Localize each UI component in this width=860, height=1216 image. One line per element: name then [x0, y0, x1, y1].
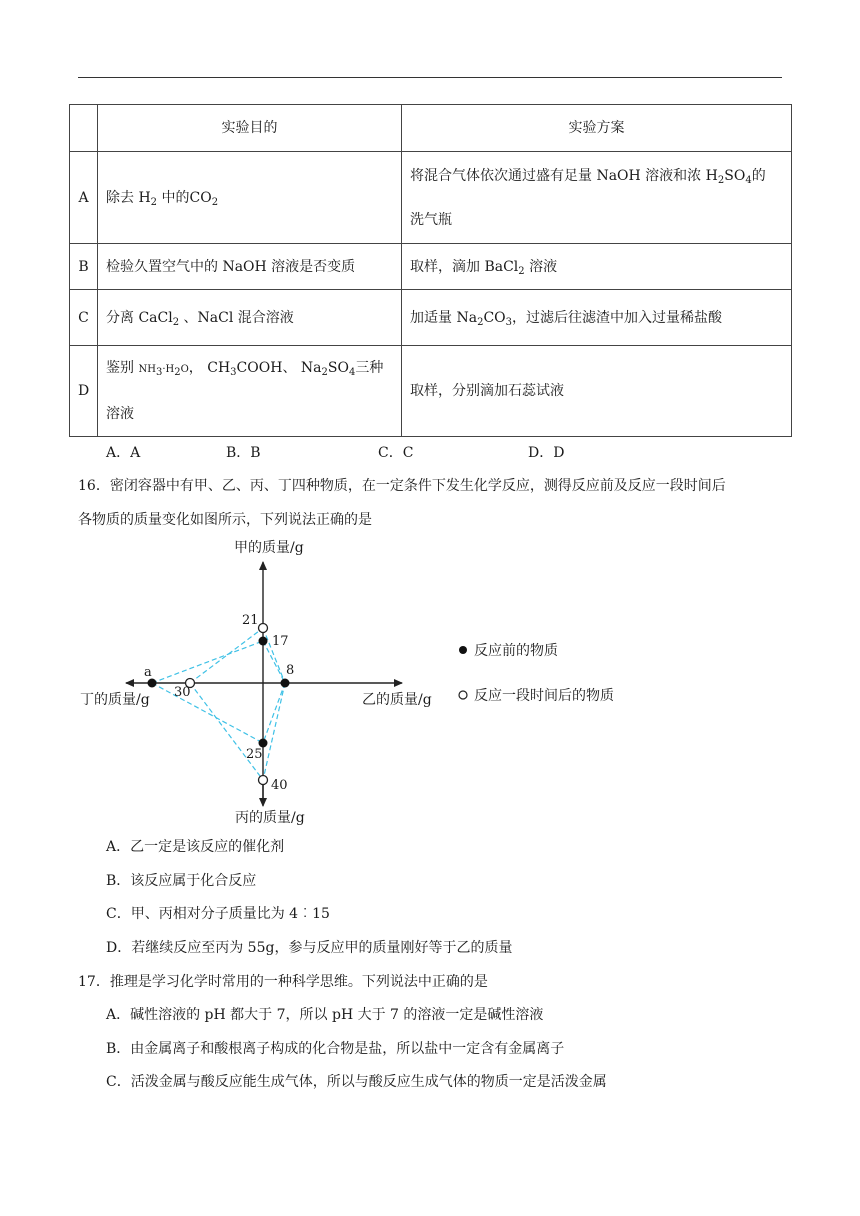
row-purpose: 检验久置空气中的 NaOH 溶液是否变质 [98, 244, 402, 290]
table-header-row [70, 105, 792, 152]
axis-label-bing: 丙的质量/g [235, 810, 305, 826]
q17-stem: 17．推理是学习化学时常用的一种科学思维。下列说法中正确的是 [78, 974, 488, 990]
table-row [70, 346, 792, 437]
row-purpose: 鉴别 $NH_3\cdot H_2O$， $CH_3COOH$、 $Na_2SO_4$三种 溶液 [98, 346, 402, 437]
dashed-links [152, 628, 285, 780]
q16-option-b[interactable]: B．该反应属于化合反应 [106, 873, 257, 889]
table-header-purpose: 实验目的 [98, 105, 402, 152]
label-ding-before: a [144, 665, 152, 680]
point-yi [281, 679, 290, 688]
row-id: B [70, 244, 98, 290]
header-rule [78, 77, 782, 78]
q17-option-c[interactable]: C．活泼金属与酸反应能生成气体，所以与酸反应生成气体的物质一定是活泼金属 [106, 1074, 607, 1090]
point-bing-after [259, 776, 268, 785]
row-id: A [70, 152, 98, 244]
q15-options [106, 442, 706, 462]
row-purpose: 除去 $H_2$ 中的$CO_2$ [98, 152, 402, 244]
q15-option-a[interactable]: A．A [106, 445, 141, 461]
legend-before-marker [459, 646, 467, 654]
label-ding-after: 30 [174, 685, 191, 700]
q16-stem-line1: 16．密闭容器中有甲、乙、丙、丁四种物质，在一定条件下发生化学反应，测得反应前及反应一段时间后 [78, 478, 726, 494]
table-header-id [70, 105, 98, 152]
q16-option-c[interactable]: C．甲、丙相对分子质量比为 4︰15 [106, 906, 330, 922]
q17-option-a[interactable]: A．碱性溶液的 pH 都大于 7，所以 pH 大于 7 的溶液一定是碱性溶液 [106, 1007, 544, 1023]
table-row [70, 244, 792, 290]
label-bing-before: 25 [246, 747, 263, 762]
row-id: D [70, 346, 98, 437]
axis-label-yi: 乙的质量/g [362, 692, 432, 708]
table-row [70, 290, 792, 346]
axis-label-jia: 甲的质量/g [234, 540, 304, 556]
label-yi: 8 [286, 663, 295, 678]
row-id: C [70, 290, 98, 346]
row-purpose: 分离 CaCl$_2$ 、NaCl 混合溶液 [98, 290, 402, 346]
q16-option-d[interactable]: D．若继续反应至丙为 55g，参与反应甲的质量刚好等于乙的质量 [106, 940, 513, 956]
q16-figure [0, 530, 860, 835]
row-plan: 加适量 $Na_2CO_3$，过滤后往滤渣中加入过量稀盐酸 [402, 290, 792, 346]
legend-after-marker [459, 691, 467, 699]
q16-stem-line2: 各物质的质量变化如图所示，下列说法正确的是 [78, 512, 372, 528]
table-header-plan: 实验方案 [402, 105, 792, 152]
experiment-table [69, 104, 792, 437]
legend [459, 642, 614, 704]
q17-option-b[interactable]: B．由金属离子和酸根离子构成的化合物是盐，所以盐中一定含有金属离子 [106, 1041, 565, 1057]
legend-before-label: 反应前的物质 [474, 643, 558, 659]
table-row [70, 152, 792, 244]
row-plan: 将混合气体依次通过盛有足量 NaOH 溶液和浓 $H_2SO_4$的 洗气瓶 [402, 152, 792, 244]
label-bing-after: 40 [271, 778, 288, 793]
point-jia-before [259, 637, 268, 646]
q15-option-d[interactable]: D．D [528, 445, 565, 461]
q16-option-a[interactable]: A．乙一定是该反应的催化剂 [106, 839, 285, 855]
legend-after-label: 反应一段时间后的物质 [474, 688, 614, 704]
row-plan: 取样，滴加 BaCl$_2$ 溶液 [402, 244, 792, 290]
q15-option-b[interactable]: B．B [226, 445, 261, 461]
q15-option-c[interactable]: C．C [378, 445, 414, 461]
label-jia-after: 21 [242, 613, 259, 628]
label-jia-before: 17 [272, 634, 289, 649]
axis-label-ding: 丁的质量/g [80, 692, 150, 708]
point-jia-after [259, 624, 268, 633]
row-plan: 取样，分别滴加石蕊试液 [402, 346, 792, 437]
